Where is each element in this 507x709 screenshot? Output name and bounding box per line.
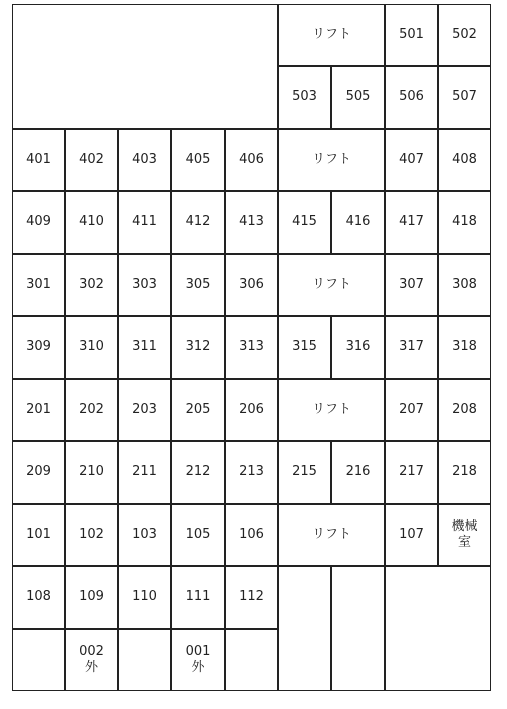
empty-cell-blank-top (12, 4, 278, 129)
room-cell-107[interactable]: 107 (385, 504, 438, 566)
room-cell-403[interactable]: 403 (118, 129, 171, 191)
room-cell-105[interactable]: 105 (171, 504, 225, 566)
room-cell-112[interactable]: 112 (225, 566, 278, 629)
room-cell-405[interactable]: 405 (171, 129, 225, 191)
room-cell-312[interactable]: 312 (171, 316, 225, 379)
room-cell-machine-room[interactable]: 機械 室 (438, 504, 491, 566)
room-cell-lift-5[interactable]: リフト (278, 4, 385, 66)
room-cell-305[interactable]: 305 (171, 254, 225, 316)
room-cell-205[interactable]: 205 (171, 379, 225, 441)
empty-cell-blank-b2 (331, 566, 385, 691)
room-cell-415[interactable]: 415 (278, 191, 331, 254)
room-cell-102[interactable]: 102 (65, 504, 118, 566)
empty-cell-blank-b1 (278, 566, 331, 691)
room-cell-507[interactable]: 507 (438, 66, 491, 129)
room-cell-316[interactable]: 316 (331, 316, 385, 379)
room-cell-217[interactable]: 217 (385, 441, 438, 504)
room-cell-lift-4[interactable]: リフト (278, 129, 385, 191)
room-cell-505[interactable]: 505 (331, 66, 385, 129)
room-cell-501[interactable]: 501 (385, 4, 438, 66)
room-cell-108[interactable]: 108 (12, 566, 65, 629)
room-cell-216[interactable]: 216 (331, 441, 385, 504)
room-cell-317[interactable]: 317 (385, 316, 438, 379)
room-cell-315[interactable]: 315 (278, 316, 331, 379)
room-cell-410[interactable]: 410 (65, 191, 118, 254)
room-cell-311[interactable]: 311 (118, 316, 171, 379)
room-cell-502[interactable]: 502 (438, 4, 491, 66)
room-cell-302[interactable]: 302 (65, 254, 118, 316)
room-cell-206[interactable]: 206 (225, 379, 278, 441)
room-cell-210[interactable]: 210 (65, 441, 118, 504)
room-cell-308[interactable]: 308 (438, 254, 491, 316)
room-cell-213[interactable]: 213 (225, 441, 278, 504)
room-cell-lift-2[interactable]: リフト (278, 379, 385, 441)
room-cell-417[interactable]: 417 (385, 191, 438, 254)
room-cell-506[interactable]: 506 (385, 66, 438, 129)
room-cell-306[interactable]: 306 (225, 254, 278, 316)
room-cell-002-outside[interactable]: 002 外 (65, 629, 118, 691)
room-cell-lift-1[interactable]: リフト (278, 504, 385, 566)
room-cell-207[interactable]: 207 (385, 379, 438, 441)
room-cell-201[interactable]: 201 (12, 379, 65, 441)
room-cell-111[interactable]: 111 (171, 566, 225, 629)
room-cell-218[interactable]: 218 (438, 441, 491, 504)
room-cell-001-outside[interactable]: 001 外 (171, 629, 225, 691)
room-cell-409[interactable]: 409 (12, 191, 65, 254)
room-cell-103[interactable]: 103 (118, 504, 171, 566)
room-cell-402[interactable]: 402 (65, 129, 118, 191)
room-cell-301[interactable]: 301 (12, 254, 65, 316)
room-cell-208[interactable]: 208 (438, 379, 491, 441)
room-cell-106[interactable]: 106 (225, 504, 278, 566)
room-cell-406[interactable]: 406 (225, 129, 278, 191)
room-cell-101[interactable]: 101 (12, 504, 65, 566)
room-cell-411[interactable]: 411 (118, 191, 171, 254)
room-cell-313[interactable]: 313 (225, 316, 278, 379)
room-cell-110[interactable]: 110 (118, 566, 171, 629)
room-cell-202[interactable]: 202 (65, 379, 118, 441)
room-cell-401[interactable]: 401 (12, 129, 65, 191)
room-cell-215[interactable]: 215 (278, 441, 331, 504)
empty-cell-blank-a1 (12, 629, 65, 691)
room-cell-209[interactable]: 209 (12, 441, 65, 504)
empty-cell-blank-b3 (385, 566, 491, 691)
room-cell-418[interactable]: 418 (438, 191, 491, 254)
room-cell-310[interactable]: 310 (65, 316, 118, 379)
room-cell-503[interactable]: 503 (278, 66, 331, 129)
room-cell-109[interactable]: 109 (65, 566, 118, 629)
room-cell-318[interactable]: 318 (438, 316, 491, 379)
room-cell-407[interactable]: 407 (385, 129, 438, 191)
room-cell-303[interactable]: 303 (118, 254, 171, 316)
room-cell-412[interactable]: 412 (171, 191, 225, 254)
room-cell-408[interactable]: 408 (438, 129, 491, 191)
empty-cell-blank-a2 (118, 629, 171, 691)
room-cell-211[interactable]: 211 (118, 441, 171, 504)
room-cell-416[interactable]: 416 (331, 191, 385, 254)
room-cell-309[interactable]: 309 (12, 316, 65, 379)
room-cell-203[interactable]: 203 (118, 379, 171, 441)
room-cell-413[interactable]: 413 (225, 191, 278, 254)
room-cell-307[interactable]: 307 (385, 254, 438, 316)
empty-cell-blank-a3 (225, 629, 278, 691)
room-cell-lift-3[interactable]: リフト (278, 254, 385, 316)
room-cell-212[interactable]: 212 (171, 441, 225, 504)
